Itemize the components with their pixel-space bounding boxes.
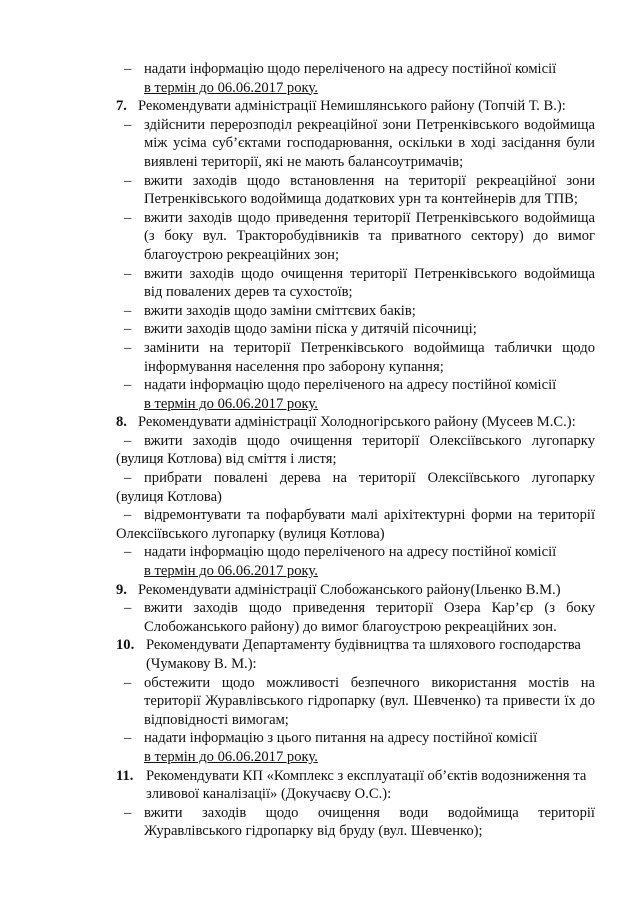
bullet-dash: –: [124, 172, 132, 189]
bullet-text: вжити заходів щодо встановлення на території рекреаційної зони Петренківського водоймища додаткових урн та контейнерів для ТПВ;: [144, 172, 595, 208]
intro-bullet: [116, 60, 595, 97]
item-bullet: [116, 302, 595, 321]
item-number: 8.: [116, 414, 127, 431]
bullet-dash: –: [124, 730, 132, 747]
item-bullet: [116, 543, 595, 580]
bullet-dash: –: [124, 209, 132, 226]
bullet-text: вжити заходів щодо очищення території Олексіївського лугопарку (вулиця Котлова) від сміття і листя;: [116, 432, 595, 468]
item-bullet: [116, 599, 595, 636]
deadline-text: в термін до 06.06.2017 року.: [144, 79, 318, 96]
bullet-dash: –: [124, 302, 132, 319]
bullet-text: надати інформацію щодо переліченого на адресу постійної комісії: [144, 544, 557, 561]
item-heading: Рекомендувати адміністрації Слобожанського району(Ільенко В.М.): [138, 581, 561, 598]
bullet-text: обстежити щодо можливості безпечного використання мостів на території Журавлівського гідропарку (вул. Шевченко) та привести їх до відповідності вимогам;: [144, 674, 595, 728]
bullet-dash: –: [124, 544, 132, 561]
item-bullet: [116, 804, 595, 841]
item-bullet: [116, 320, 595, 339]
recommendation-item: [116, 413, 595, 580]
item-heading: Рекомендувати адміністрації Немишлянського району (Топчій Т. В.):: [138, 98, 566, 115]
bullet-dash: –: [124, 470, 132, 487]
bullet-text: замінити на території Петренківського водоймища таблички щодо інформування населення про заборону купання;: [144, 339, 595, 375]
item-bullet: [116, 172, 595, 209]
item-bullet: [116, 339, 595, 376]
bullet-text: прибрати повалені дерева на території Олексіївського лугопарку (вулиця Котлова): [116, 470, 595, 505]
bullet-text: відремонтувати та пофарбувати малі аріхітектурні форми на території Олексіївського лугопарку (вулиця Котлова): [116, 507, 595, 542]
item-number: 9.: [116, 581, 127, 598]
bullet-text: вжити заходів щодо очищення території Петренківського водоймища від повалених дерев та сухостоїв;: [144, 265, 595, 301]
bullet-dash: –: [124, 61, 132, 77]
item-bullet: [116, 209, 595, 265]
bullet-dash: –: [124, 321, 132, 338]
bullet-dash: –: [124, 600, 132, 617]
deadline-text: в термін до 06.06.2017 року.: [144, 395, 318, 412]
item-bullet: [116, 729, 595, 766]
bullet-dash: –: [124, 265, 132, 282]
bullet-dash: –: [124, 339, 132, 356]
item-bullet: [116, 376, 595, 413]
item-bullet: [116, 469, 595, 506]
item-number: 11.: [116, 767, 134, 784]
bullet-text: вжити заходів щодо приведення території Петренківського водоймища (з боку вул. Тракторобудівників та приватного сектору) до вимог благоустрою рекреаційних зон;: [144, 209, 595, 263]
item-heading: Рекомендувати адміністрації Холодногірського району (Мусеев М.С.):: [138, 414, 576, 431]
bullet-dash: –: [124, 432, 132, 449]
bullet-text: здійснити перерозподіл рекреаційної зони Петренківського водоймища між усіма суб’єктами господарювання, оскільки в ході засідання були виявлені території, які не мають балансоутримачів;: [144, 116, 595, 170]
bullet-dash: –: [124, 377, 132, 394]
deadline-text: в термін до 06.06.2017 року.: [144, 563, 318, 580]
item-number: 10.: [116, 637, 135, 654]
bullet-dash: –: [124, 674, 132, 691]
item-bullet: [116, 432, 595, 469]
bullet-text: надати інформацію щодо переліченого на адресу постійної комісії: [144, 61, 557, 77]
recommendations-list: [116, 97, 595, 841]
bullet-dash: –: [124, 507, 132, 524]
item-heading: Рекомендувати Департаменту будівництва та шляхового господарства (Чумакову В. М.):: [146, 637, 581, 672]
deadline-text: в термін до 06.06.2017 року.: [144, 748, 318, 765]
item-bullet: [116, 116, 595, 172]
recommendation-item: [116, 97, 595, 413]
item-bullet: [116, 506, 595, 543]
bullet-text: вжити заходів щодо приведення території Озера Кар’єр (з боку Слобожанського району) до вимог благоустрою рекреаційних зон.: [144, 600, 595, 635]
item-bullet: [116, 674, 595, 730]
item-bullet: [116, 265, 595, 302]
bullet-text: вжити заходів щодо заміни сміттєвих баків;: [144, 302, 416, 319]
item-heading: Рекомендувати КП «Комплекс з експлуатації об’єктів водозниження та зливової каналізації» (Докучаєву О.С.):: [146, 767, 587, 803]
bullet-text: вжити заходів щодо заміни піска у дитячій пісочниці;: [144, 321, 477, 338]
recommendation-item: [116, 636, 595, 766]
recommendation-item: [116, 767, 595, 841]
bullet-dash: –: [124, 116, 132, 133]
recommendation-item: [116, 581, 595, 637]
item-number: 7.: [116, 98, 127, 115]
bullet-dash: –: [124, 804, 132, 821]
bullet-text: надати інформацію щодо переліченого на адресу постійної комісії: [144, 377, 557, 394]
bullet-text: надати інформацію з цього питання на адресу постійної комісії: [144, 730, 538, 747]
bullet-text: вжити заходів щодо очищення води водоймища території Журавлівського гідропарку від бруду (вул. Шевченко);: [144, 804, 595, 840]
